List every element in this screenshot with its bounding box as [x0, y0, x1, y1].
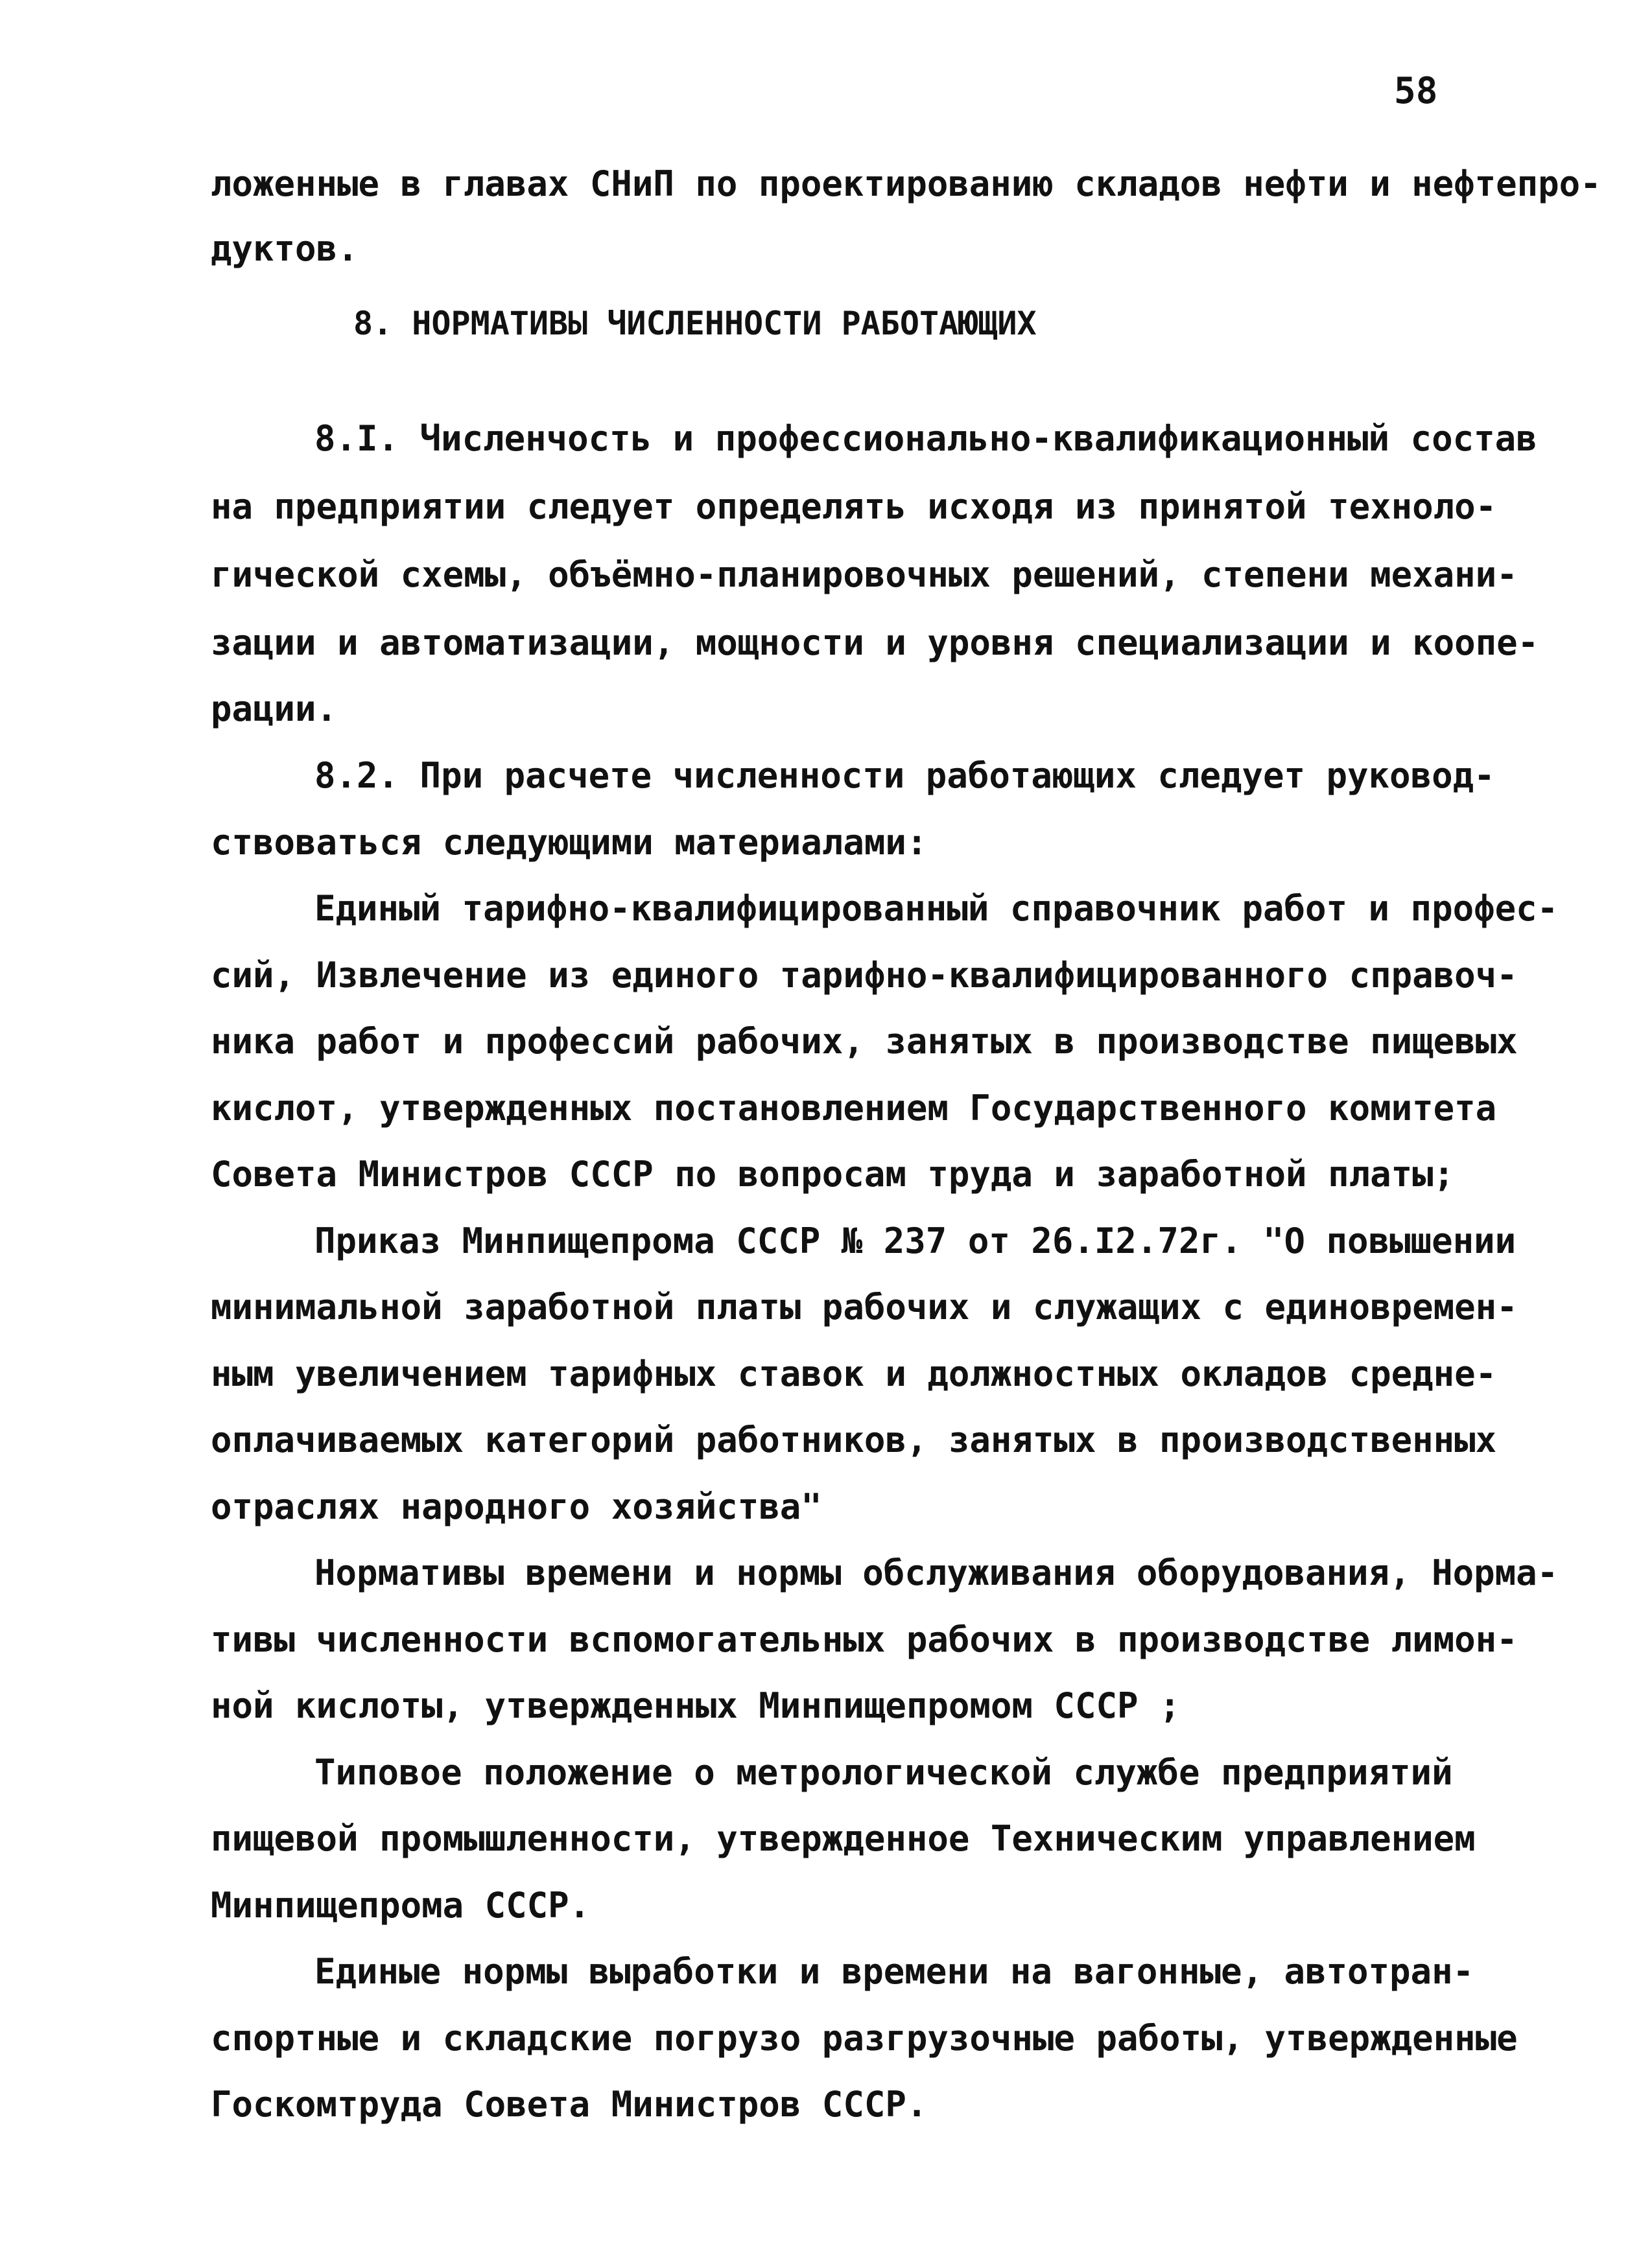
text-line: Совета Министров СССР по вопросам труда и заработной платы; — [211, 1154, 1455, 1195]
text-line: ным увеличением тарифных ставок и должностных окладов средне- — [211, 1353, 1497, 1394]
text-line: ника работ и профессий рабочих, занятых в производстве пищевых — [211, 1021, 1518, 1062]
page-number: 58 — [1394, 70, 1438, 112]
text-line: отраслях народного хозяйства" — [211, 1486, 822, 1527]
text-line: ной кислоты, утвержденных Минпищепромом СССР ; — [211, 1685, 1181, 1726]
text-line: Нормативы времени и нормы обслуживания оборудования, Норма- — [314, 1552, 1559, 1593]
text-line: спортные и складские погрузо разгрузочные работы, утвержденные — [211, 2018, 1518, 2059]
text-line: Типовое положение о метрологической службе предприятий — [314, 1752, 1453, 1793]
text-line: ложенные в главах СНиП по проектированию складов нефти и нефтепро- — [211, 163, 1601, 204]
text-line: Единый тарифно-квалифицированный справочник работ и профес- — [314, 888, 1559, 929]
text-line: Единые нормы выработки и времени на вагонные, автотран- — [314, 1951, 1474, 1992]
text-line: Минпищепрома СССР. — [211, 1885, 591, 1926]
text-line: кислот, утвержденных постановлением Государственного комитета — [211, 1088, 1497, 1128]
text-line: дуктов. — [211, 228, 359, 269]
text-line: гической схемы, объёмно-планировочных решений, степени механи- — [211, 554, 1518, 595]
text-line: Госкомтруда Совета Министров СССР. — [211, 2084, 928, 2125]
text-line: минимальной заработной платы рабочих и служащих с единовремен- — [211, 1287, 1518, 1327]
text-line: на предприятии следует определять исходя из принятой техноло- — [211, 486, 1497, 527]
text-line: зации и автоматизации, мощности и уровня специализации и коопе- — [211, 622, 1539, 663]
text-line: тивы численности вспомогательных рабочих в производстве лимон- — [211, 1619, 1518, 1660]
text-line: рации. — [211, 688, 338, 729]
text-line: ствоваться следующими материалами: — [211, 822, 928, 863]
text-line: сий, Извлечение из единого тарифно-квалифицированного справоч- — [211, 955, 1518, 996]
section-heading: 8. НОРМАТИВЫ ЧИСЛЕННОСТИ РАБОТАЮЩИХ — [353, 305, 1037, 342]
text-line: оплачиваемых категорий работников, занятых в производственных — [211, 1420, 1497, 1460]
text-line: 8.I. Численчость и профессионально-квалификационный состав — [314, 418, 1537, 459]
text-line: Приказ Минпищепрома СССР № 237 от 26.I2.72г. "О повышении — [314, 1221, 1517, 1261]
text-line: 8.2. При расчете численности работающих следует руковод- — [314, 755, 1495, 796]
text-line: пищевой промышленности, утвержденное Техническим управлением — [211, 1818, 1476, 1859]
